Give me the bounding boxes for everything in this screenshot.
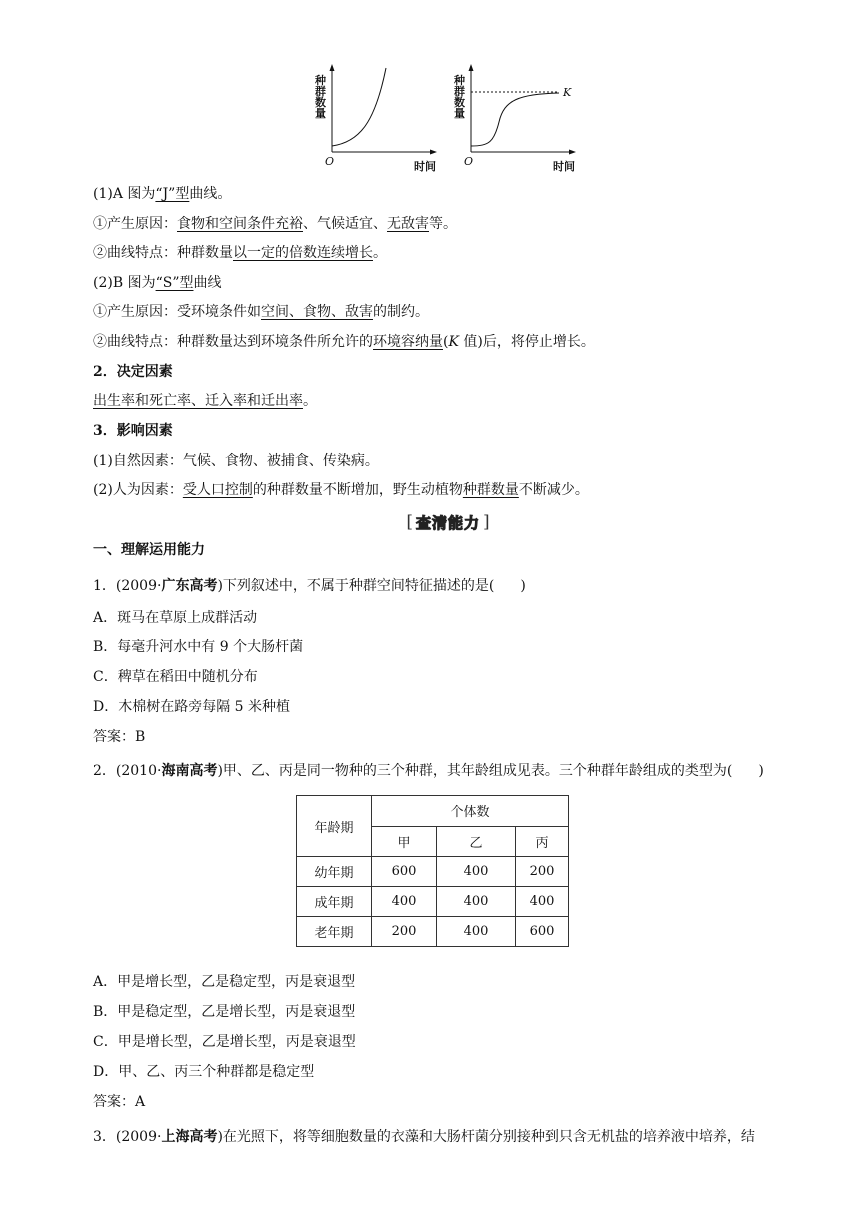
- table-row: 成年期 400 400 400: [297, 887, 569, 917]
- j-curve-feature: ②曲线特点：种群数量以一定的倍数连续增长。: [93, 245, 387, 261]
- section-body: 出生率和死亡率、迁入率和迁出率。: [93, 393, 317, 409]
- section-heading: 2．决定因素: [93, 364, 173, 380]
- question-2-stem: 2．(2010·海南高考)甲、乙、丙是同一物种的三个种群，其年龄组成见表。三个种群年龄组成的类型为( ): [93, 763, 764, 779]
- question-3-stem: 3．(2009·上海高考)在光照下，将等细胞数量的衣藻和大肠杆菌分别接种到只含无机盐的培养液中培养，结: [93, 1129, 755, 1145]
- option-c: C．稗草在稻田中随机分布: [93, 669, 258, 685]
- col-header: 乙: [437, 826, 516, 857]
- table-row: 老年期 200 400 600: [297, 917, 569, 947]
- y-axis-label: 种 群 数 量: [454, 74, 465, 120]
- option-d: D．甲、乙、丙三个种群都是稳定型: [93, 1064, 315, 1080]
- natural-factors: (1)自然因素：气候、食物、被捕食、传染病。: [93, 453, 379, 469]
- s-curve-title: (2)B 图为“S”型曲线: [93, 275, 222, 291]
- col-header: 丙: [516, 826, 569, 857]
- option-b: B．甲是稳定型，乙是增长型，丙是衰退型: [93, 1004, 356, 1020]
- y-axis-label: 种 群 数 量: [315, 74, 326, 120]
- x-axis-label: 时间: [553, 160, 575, 173]
- s-curve-plot: [459, 62, 579, 162]
- j-curve-plot: [320, 62, 440, 162]
- answer: 答案：A: [93, 1094, 146, 1110]
- s-curve-cause: ①产生原因：受环境条件如空间、食物、敌害的制约。: [93, 304, 429, 320]
- origin-label: O: [325, 155, 335, 168]
- table-corner: 年龄期: [297, 796, 372, 857]
- s-curve-feature: ②曲线特点：种群数量达到环境条件所允许的环境容纳量(K 值)后，将停止增长。: [93, 334, 595, 350]
- table-row: 幼年期 600 400 200: [297, 857, 569, 887]
- origin-label: O: [464, 155, 474, 168]
- option-c: C．甲是增长型，乙是增长型，丙是衰退型: [93, 1034, 356, 1050]
- section-banner: [ 查清能力 ]: [406, 512, 490, 532]
- section-heading: 3．影响因素: [93, 423, 173, 439]
- table-group-header: 个体数: [372, 796, 569, 827]
- option-d: D．木棉树在路旁每隔 5 米种植: [93, 699, 291, 715]
- x-axis-label: 时间: [414, 160, 436, 173]
- banner-title: 查清能力: [415, 513, 480, 532]
- j-curve-title: (1)A 图为“J”型曲线。: [93, 186, 232, 202]
- option-b: B．每毫升河水中有 9 个大肠杆菌: [93, 639, 304, 655]
- age-structure-table: [296, 795, 569, 947]
- col-header: 甲: [372, 826, 437, 857]
- part-heading: 一、理解运用能力: [93, 542, 205, 558]
- option-a: A．斑马在草原上成群活动: [93, 610, 258, 626]
- k-label: K: [563, 86, 572, 99]
- human-factors: (2)人为因素：受人口控制的种群数量不断增加，野生动植物种群数量不断减少。: [93, 482, 589, 498]
- option-a: A．甲是增长型，乙是稳定型，丙是衰退型: [93, 974, 356, 990]
- j-curve-cause: ①产生原因：食物和空间条件充裕、气候适宜、无敌害等。: [93, 216, 457, 232]
- question-1-stem: 1．(2009·广东高考)下列叙述中，不属于种群空间特征描述的是( ): [93, 578, 526, 594]
- answer: 答案：B: [93, 729, 146, 745]
